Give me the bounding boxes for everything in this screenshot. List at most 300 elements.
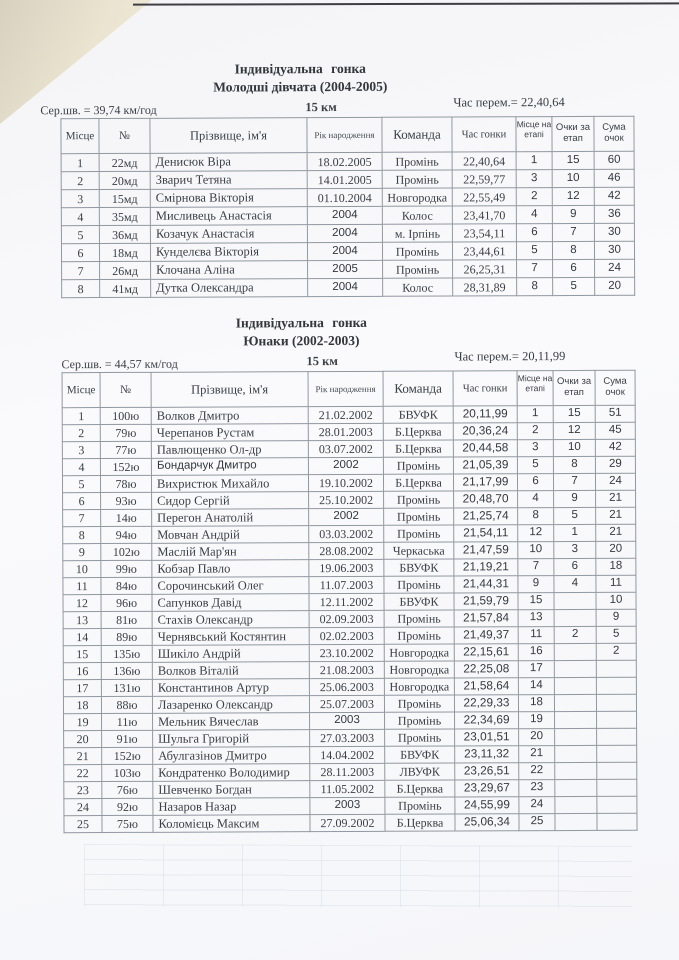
cell-bib-number: 81ю: [101, 611, 152, 628]
cell-name: Лазаренко Олександр: [152, 696, 309, 714]
cell-total-points: 21: [596, 524, 636, 541]
cell-birth-year: 28.11.2003: [310, 763, 385, 780]
cell-birth-year: 2003: [310, 712, 385, 729]
cell-birth-year: 28.08.2002: [309, 542, 384, 559]
header-place: Місце: [61, 119, 99, 154]
cell-stage-place: 24: [519, 797, 555, 814]
cell-race-time: 23,01,51: [455, 729, 519, 746]
cell-team: Промінь: [383, 260, 453, 278]
cell-name: Сапунков Давід: [152, 594, 309, 612]
cell-place: 6: [63, 493, 101, 510]
cell-name: Волков Віталій: [152, 662, 309, 680]
category-title: Юнаки (2002-2003): [243, 332, 360, 348]
cell-stage-place: 7: [517, 260, 553, 278]
cell-bib-number: 78ю: [100, 475, 151, 492]
cell-stage-place: 9: [518, 576, 554, 593]
cell-place: 4: [61, 208, 99, 226]
cell-stage-points: [555, 728, 597, 745]
cell-stage-points: [554, 609, 596, 626]
cell-race-time: 23,26,51: [455, 763, 519, 780]
cell-name: Сидор Сергій: [152, 492, 309, 510]
cell-birth-year: 25.10.2002: [309, 491, 384, 508]
table-row: [62, 277, 635, 298]
event-title: Індивідуальна гонка: [234, 60, 366, 77]
cell-stage-points: [554, 677, 596, 694]
cell-team: Промінь: [383, 457, 453, 474]
cell-team: Промінь: [385, 797, 455, 814]
cell-total-points: 21: [596, 490, 636, 507]
cell-total-points: 46: [594, 169, 634, 187]
cell-place: 3: [61, 190, 99, 208]
cell-bib-number: 36мд: [99, 225, 150, 243]
cell-birth-year: 19.10.2002: [308, 474, 383, 491]
cell-race-time: 21,59,79: [454, 593, 518, 610]
cell-race-time: 23,44,61: [452, 242, 516, 260]
header-total-points: Сума очок: [595, 370, 635, 405]
cell-stage-points: 5: [553, 277, 595, 295]
cell-name: Абулгазінов Дмитро: [153, 747, 310, 765]
cell-stage-place: 25: [519, 814, 555, 831]
cell-birth-year: 2002: [308, 457, 383, 474]
cell-stage-points: 12: [552, 187, 594, 205]
cell-stage-points: 12: [553, 422, 595, 439]
cell-stage-place: 13: [518, 610, 554, 627]
cell-race-time: 22,55,49: [452, 188, 516, 206]
cell-place: 5: [62, 476, 100, 493]
cell-team: Б.Церква: [385, 814, 455, 831]
cell-name: Назаров Назар: [153, 798, 310, 816]
cell-birth-year: 27.09.2002: [310, 814, 385, 831]
cell-stage-place: 2: [517, 423, 553, 440]
cell-place: 25: [64, 816, 102, 833]
cell-stage-place: 20: [519, 729, 555, 746]
cell-stage-place: 23: [519, 780, 555, 797]
cell-name: Стахів Олександр: [152, 611, 309, 629]
cell-stage-place: 3: [516, 170, 552, 188]
cell-stage-place: 8: [517, 278, 553, 296]
bleedthrough-ghost-grid: [84, 844, 632, 908]
cell-stage-place: 5: [516, 242, 552, 260]
cell-stage-place: 4: [518, 491, 554, 508]
cell-stage-place: 22: [519, 763, 555, 780]
cell-total-points: 29: [595, 456, 635, 473]
cell-race-time: 23,29,67: [455, 780, 519, 797]
cell-stage-place: 6: [516, 224, 552, 242]
cell-stage-points: 7: [552, 223, 594, 241]
cell-bib-number: 135ю: [101, 645, 152, 662]
cell-stage-points: [554, 660, 596, 677]
avg-speed-label: Сер.шв. = 39,74 км/год: [40, 102, 157, 118]
cell-stage-points: [555, 711, 597, 728]
cell-place: 20: [64, 731, 102, 748]
cell-place: 4: [62, 459, 100, 476]
cell-birth-year: 2004: [307, 242, 382, 260]
table-row: [64, 813, 637, 833]
cell-team: Б.Церква: [383, 440, 453, 457]
cell-total-points: 10: [596, 592, 636, 609]
cell-birth-year: 03.03.2002: [309, 525, 384, 542]
cell-race-time: 22,40,64: [452, 152, 516, 170]
cell-race-time: 21,05,39: [453, 457, 517, 474]
avg-speed-label: Сер.шв. = 44,57 км/год: [61, 356, 178, 372]
cell-total-points: 20: [595, 277, 635, 295]
cell-bib-number: 96ю: [101, 594, 152, 611]
cell-birth-year: 21.02.2002: [308, 406, 383, 423]
cell-race-time: 21,57,84: [454, 610, 518, 627]
cell-total-points: [597, 779, 637, 796]
cell-total-points: 51: [595, 405, 635, 422]
cell-bib-number: 35мд: [99, 207, 150, 225]
header-race-time: Час гонки: [452, 117, 516, 152]
cell-name: Смірнова Вікторія: [150, 189, 307, 208]
cell-bib-number: 91ю: [102, 730, 153, 747]
cell-birth-year: 2005: [308, 260, 383, 278]
cell-total-points: 2: [596, 643, 636, 660]
cell-name: Сорочинський Олег: [152, 577, 309, 595]
header-total-points: Сума очок: [594, 116, 634, 151]
cell-name: Кобзар Павло: [152, 560, 309, 578]
cell-bib-number: 136ю: [101, 662, 152, 679]
cell-birth-year: 2004: [307, 206, 382, 224]
cell-birth-year: 28.01.2003: [308, 423, 383, 440]
cell-place: 18: [63, 697, 101, 714]
cell-stage-place: 8: [518, 508, 554, 525]
cell-race-time: 21,49,37: [454, 627, 518, 644]
cell-place: 16: [63, 663, 101, 680]
cell-bib-number: 94ю: [101, 526, 152, 543]
cell-birth-year: 11.07.2003: [309, 576, 384, 593]
cell-place: 7: [63, 510, 101, 527]
cell-team: Промінь: [384, 525, 454, 542]
cell-stage-points: 5: [554, 507, 596, 524]
cell-stage-points: 9: [552, 205, 594, 223]
cell-total-points: [597, 745, 637, 762]
cell-team: Промінь: [385, 729, 455, 746]
cell-bib-number: 76ю: [102, 781, 153, 798]
cell-team: Промінь: [382, 170, 452, 188]
cell-stage-place: 17: [518, 661, 554, 678]
cell-stage-points: 15: [552, 151, 594, 169]
cell-bib-number: 14ю: [101, 509, 152, 526]
cell-race-time: 22,15,61: [454, 644, 518, 661]
cell-stage-place: 19: [519, 712, 555, 729]
cell-name: Черепанов Рустам: [151, 424, 308, 442]
cell-race-time: 21,17,99: [453, 474, 517, 491]
cell-place: 22: [64, 765, 102, 782]
category-title: Молодші дівчата (2004-2005): [213, 78, 388, 95]
cell-place: 1: [61, 154, 99, 172]
cell-birth-year: 2004: [308, 278, 383, 296]
cell-team: Б.Церква: [385, 780, 455, 797]
cell-race-time: 21,54,11: [454, 525, 518, 542]
header-stage-place-label: Місце на етапі: [517, 371, 553, 406]
cell-place: 14: [63, 629, 101, 646]
section-titles: [60, 59, 540, 96]
cell-race-time: 26,25,31: [453, 260, 517, 278]
cell-team: ЛВУФК: [385, 763, 455, 780]
cell-total-points: 42: [594, 187, 634, 205]
cell-name: Кунделєва Вікторія: [150, 243, 307, 262]
cell-place: 1: [62, 408, 100, 425]
cell-place: 11: [63, 578, 101, 595]
cell-team: Промінь: [384, 491, 454, 508]
cell-stage-place: 1: [516, 152, 552, 170]
cell-birth-year: 14.04.2002: [310, 746, 385, 763]
cell-stage-points: [555, 813, 597, 830]
cell-bib-number: 26мд: [100, 261, 151, 279]
cell-name: Мельник Вячеслав: [153, 713, 310, 731]
cell-stage-points: 8: [552, 241, 594, 259]
cell-team: Черкаська: [384, 542, 454, 559]
cell-stage-points: 9: [554, 490, 596, 507]
cell-stage-place: 2: [516, 188, 552, 206]
cell-place: 13: [63, 612, 101, 629]
cell-name: Дутка Олександра: [151, 279, 308, 298]
cell-place: 8: [62, 280, 100, 298]
section-juniors: [61, 313, 679, 834]
cell-total-points: 21: [596, 507, 636, 524]
cell-stage-place: 15: [518, 593, 554, 610]
cell-name: Козачук Анастасія: [150, 225, 307, 244]
cell-birth-year: 18.02.2005: [307, 152, 382, 170]
cell-total-points: 24: [595, 259, 635, 277]
cell-birth-year: 02.02.2003: [309, 627, 384, 644]
cell-place: 5: [61, 226, 99, 244]
cell-team: Б.Церква: [383, 474, 453, 491]
cell-name: Павлющенко Ол-др: [151, 441, 308, 459]
cell-team: БВУФК: [384, 593, 454, 610]
cell-total-points: [597, 711, 637, 728]
cell-total-points: 36: [594, 205, 634, 223]
cell-bib-number: 100ю: [100, 407, 151, 424]
cell-stage-points: 15: [553, 405, 595, 422]
cell-stage-place: 11: [518, 627, 554, 644]
cell-total-points: 24: [595, 473, 635, 490]
cell-race-time: 21,25,74: [454, 508, 518, 525]
cell-stage-place: 4: [516, 206, 552, 224]
cell-name: Клочана Аліна: [151, 261, 308, 280]
cell-stage-points: 8: [553, 456, 595, 473]
cell-stage-points: [555, 779, 597, 796]
cell-stage-place: 7: [518, 559, 554, 576]
cell-race-time: 25,06,34: [455, 814, 519, 831]
cell-total-points: 9: [596, 609, 636, 626]
cell-team: Колос: [382, 206, 452, 224]
cell-total-points: 5: [596, 626, 636, 643]
cell-birth-year: 03.07.2002: [308, 440, 383, 457]
cell-birth-year: 2002: [309, 508, 384, 525]
cell-stage-points: [555, 745, 597, 762]
cell-bib-number: 79ю: [100, 424, 151, 441]
cell-birth-year: 02.09.2003: [309, 610, 384, 627]
cell-name: Денисюк Віра: [150, 153, 307, 172]
cell-birth-year: 25.06.2003: [309, 678, 384, 695]
cell-stage-place: 10: [518, 542, 554, 559]
cell-bib-number: 131ю: [101, 679, 152, 696]
cell-race-time: 20,36,24: [453, 423, 517, 440]
cell-name: Волков Дмитро: [151, 407, 308, 425]
cell-team: Промінь: [384, 695, 454, 712]
cell-stage-points: 1: [554, 524, 596, 541]
cell-race-time: 22,34,69: [455, 712, 519, 729]
cell-total-points: [596, 677, 636, 694]
cell-bib-number: 84ю: [101, 577, 152, 594]
cell-stage-place: 3: [517, 440, 553, 457]
header-team: Команда: [382, 117, 452, 152]
cell-stage-points: 2: [554, 626, 596, 643]
cell-stage-place: 12: [518, 525, 554, 542]
cell-name: Шикіло Андрій: [152, 645, 309, 663]
cell-bib-number: 152ю: [100, 458, 151, 475]
results-table-boys: [62, 370, 638, 834]
cell-total-points: [597, 728, 637, 745]
cell-total-points: 42: [595, 439, 635, 456]
cell-total-points: 18: [596, 558, 636, 575]
cell-stage-points: [554, 643, 596, 660]
cell-bib-number: 41мд: [100, 279, 151, 297]
cell-place: 19: [64, 714, 102, 731]
cell-place: 3: [62, 442, 100, 459]
cell-birth-year: 01.10.2004: [307, 188, 382, 206]
cell-team: Промінь: [384, 508, 454, 525]
cell-race-time: 20,48,70: [454, 491, 518, 508]
cell-team: Новгородка: [384, 644, 454, 661]
event-title: Індивідуальна гонка: [235, 314, 367, 331]
cell-stage-points: [555, 796, 597, 813]
section-younger-girls: [40, 59, 678, 299]
cell-stage-points: 10: [552, 169, 594, 187]
cell-name: Мисливець Анастасія: [150, 207, 307, 226]
cell-birth-year: 21.08.2003: [309, 661, 384, 678]
cell-bib-number: 102ю: [101, 543, 152, 560]
cell-team: Б.Церква: [383, 423, 453, 440]
cell-bib-number: 22мд: [99, 153, 150, 171]
cell-total-points: 11: [596, 575, 636, 592]
winner-time-label: Час перем.= 22,40,64: [453, 95, 565, 110]
cell-total-points: 45: [595, 422, 635, 439]
cell-bib-number: 18мд: [99, 243, 150, 261]
cell-total-points: 60: [594, 151, 634, 169]
race-meta: [61, 349, 634, 372]
cell-race-time: 21,47,59: [454, 542, 518, 559]
distance-label: 15 км: [305, 100, 337, 115]
cell-team: Промінь: [384, 627, 454, 644]
cell-race-time: 21,58,64: [454, 678, 518, 695]
cell-stage-place: 1: [517, 406, 553, 423]
cell-stage-points: 3: [554, 541, 596, 558]
cell-birth-year: 27.03.2003: [310, 729, 385, 746]
cell-birth-year: 12.11.2002: [309, 593, 384, 610]
cell-place: 8: [63, 527, 101, 544]
cell-birth-year: 2004: [307, 224, 382, 242]
cell-team: БВУФК: [385, 746, 455, 763]
results-table-girls: [60, 116, 635, 299]
cell-total-points: [596, 694, 636, 711]
cell-bib-number: 11ю: [102, 713, 153, 730]
cell-place: 12: [63, 595, 101, 612]
cell-stage-place: 16: [518, 644, 554, 661]
cell-stage-place: 14: [518, 678, 554, 695]
cell-name: Шульга Григорій: [153, 730, 310, 748]
cell-place: 17: [63, 680, 101, 697]
cell-stage-points: 4: [554, 575, 596, 592]
cell-team: Промінь: [382, 242, 452, 260]
cell-name: Вихристюк Михайло: [151, 475, 308, 493]
cell-name: Перегон Анатолій: [152, 509, 309, 527]
cell-team: Промінь: [382, 152, 452, 170]
cell-race-time: 20,44,58: [453, 440, 517, 457]
cell-name: Чернявський Костянтин: [152, 628, 309, 646]
cell-place: 2: [62, 425, 100, 442]
cell-bib-number: 20мд: [99, 171, 150, 189]
cell-stage-place: 6: [517, 474, 553, 491]
cell-total-points: 30: [594, 241, 634, 259]
cell-name: Маслій Мар'ян: [152, 543, 309, 561]
cell-race-time: 28,31,89: [453, 278, 517, 296]
cell-total-points: 30: [594, 223, 634, 241]
cell-birth-year: 23.10.2002: [309, 644, 384, 661]
header-stage-place: [516, 117, 552, 152]
cell-name: Кондратенко Володимир: [153, 764, 310, 782]
cell-place: 24: [64, 799, 102, 816]
cell-team: БВУФК: [384, 559, 454, 576]
cell-place: 2: [61, 172, 99, 190]
cell-total-points: [597, 762, 637, 779]
cell-stage-points: 10: [553, 439, 595, 456]
cell-bib-number: 75ю: [102, 815, 153, 832]
cell-birth-year: 19.06.2003: [309, 559, 384, 576]
cell-stage-points: [554, 592, 596, 609]
cell-race-time: 21,19,21: [454, 559, 518, 576]
cell-stage-points: [554, 694, 596, 711]
header-stage-points: Очки за етап: [552, 116, 594, 151]
cell-total-points: [597, 813, 637, 830]
cell-total-points: 20: [596, 541, 636, 558]
cell-name: Зварич Тетяна: [150, 171, 307, 190]
cell-team: Промінь: [385, 712, 455, 729]
cell-race-time: 23,54,11: [452, 224, 516, 242]
cell-bib-number: 152ю: [102, 747, 153, 764]
cell-race-time: 22,25,08: [454, 661, 518, 678]
cell-birth-year: 14.01.2005: [307, 170, 382, 188]
cell-stage-points: 6: [554, 558, 596, 575]
cell-bib-number: 93ю: [101, 492, 152, 509]
header-row: [61, 116, 634, 153]
cell-name: Шевченко Богдан: [153, 781, 310, 799]
header-place: Місце: [62, 373, 100, 408]
cell-birth-year: 11.05.2002: [310, 780, 385, 797]
cell-team: Новгородка: [384, 661, 454, 678]
cell-birth-year: 2003: [310, 797, 385, 814]
cell-place: 9: [63, 544, 101, 561]
cell-stage-place: 5: [517, 457, 553, 474]
cell-place: 7: [62, 262, 100, 280]
cell-team: Новгородка: [382, 188, 452, 206]
cell-stage-place: 18: [518, 695, 554, 712]
cell-total-points: [596, 660, 636, 677]
cell-name: Константинов Артур: [152, 679, 309, 697]
cell-place: 23: [64, 782, 102, 799]
cell-race-time: 24,55,99: [455, 797, 519, 814]
cell-bib-number: 99ю: [101, 560, 152, 577]
header-stage-place: [517, 371, 553, 406]
cell-bib-number: 92ю: [102, 798, 153, 815]
cell-bib-number: 103ю: [102, 764, 153, 781]
cell-race-time: 23,41,70: [452, 206, 516, 224]
distance-label: 15 км: [306, 354, 338, 369]
header-team: Команда: [383, 371, 453, 406]
cell-team: Новгородка: [384, 678, 454, 695]
